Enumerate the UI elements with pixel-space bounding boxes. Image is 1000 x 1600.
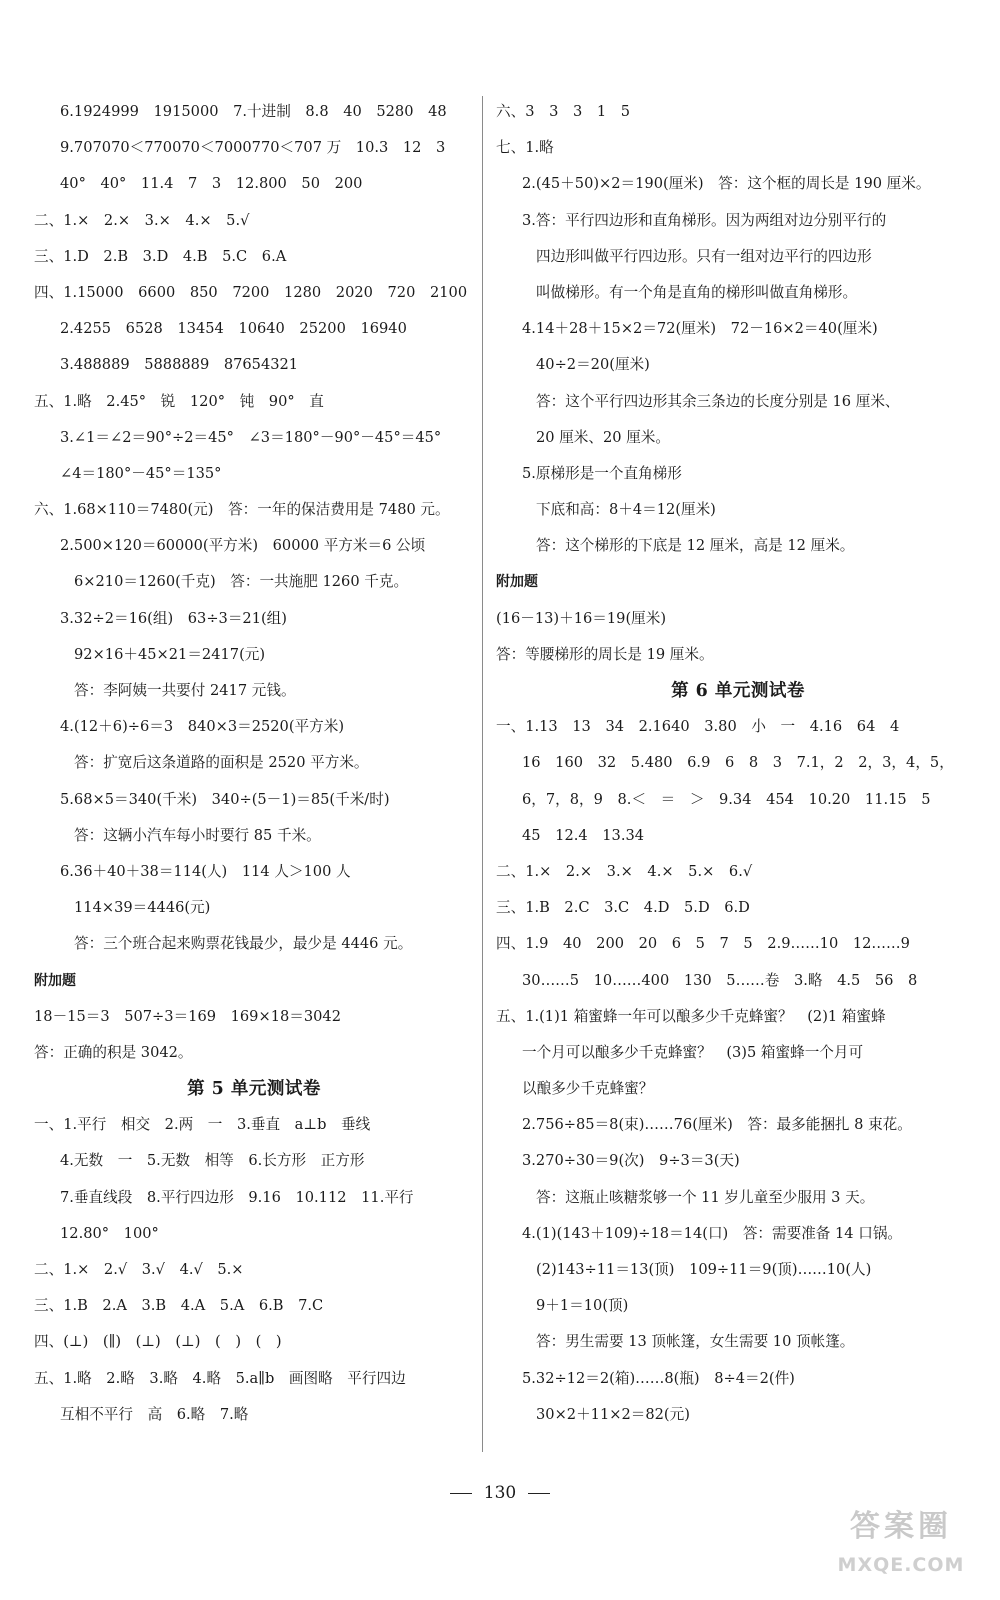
answer-line: 答：男生需要 13 顶帐篷，女生需要 10 顶帐篷。 xyxy=(536,1333,855,1351)
answer-line: 45 12.4 13.34 xyxy=(522,826,645,844)
answer-line: 12.80° 100° xyxy=(60,1224,159,1242)
section-heading: 附加题 xyxy=(34,972,76,989)
answer-line: 6×210＝1260(千克) 答：一共施肥 1260 千克。 xyxy=(74,573,409,591)
answer-line: 三、1.B 2.C 3.C 4.D 5.D 6.D xyxy=(496,899,750,917)
answer-line: 5.68×5＝340(千米) 340÷(5－1)＝85(千米/时) xyxy=(60,790,390,808)
footer-dash-left xyxy=(450,1493,472,1494)
answer-line: 七、1.略 xyxy=(496,139,554,157)
answer-line: 4.(12＋6)÷6＝3 840×3＝2520(平方米) xyxy=(60,718,345,736)
answer-line: 二、1.× 2.× 3.× 4.× 5.√ xyxy=(34,211,250,229)
section-title: 第 5 单元测试卷 xyxy=(187,1079,321,1100)
watermark-logo: 答案圈 xyxy=(850,1509,952,1544)
answer-line: 92×16＋45×21＝2417(元) xyxy=(74,645,266,663)
left-column xyxy=(34,94,474,1433)
answer-line: 3.488889 5888889 87654321 xyxy=(60,356,299,374)
answer-line: ∠4＝180°－45°＝135° xyxy=(60,464,222,482)
answer-line: 四、1.15000 6600 850 7200 1280 2020 720 2100 xyxy=(34,283,468,301)
answer-line: 答：这辆小汽车每小时要行 85 千米。 xyxy=(74,826,321,844)
answer-line: 六、1.68×110＝7480(元) 答：一年的保洁费用是 7480 元。 xyxy=(34,501,450,519)
answer-line: 40÷2＝20(厘米) xyxy=(536,356,650,374)
answer-line: 2.(45＋50)×2＝190(厘米) 答：这个框的周长是 190 厘米。 xyxy=(522,175,931,193)
answer-line: 四、1.9 40 200 20 6 5 7 5 2.9……10 12……9 xyxy=(496,935,910,953)
answer-line: 7.垂直线段 8.平行四边形 9.16 10.112 11.平行 xyxy=(60,1188,414,1206)
section-title: 第 6 单元测试卷 xyxy=(671,681,805,701)
answer-line: 9.707070＜770070＜7000770＜707 万 10.3 12 3 xyxy=(60,139,446,157)
right-column xyxy=(496,94,980,1433)
answer-line: 五、1.略 2.略 3.略 4.略 5.a∥b 画图略 平行四边 xyxy=(34,1369,406,1387)
column-divider xyxy=(482,96,483,1452)
answer-line: 3.32÷2＝16(组) 63÷3＝21(组) xyxy=(60,609,287,627)
answer-line: 5.原梯形是一个直角梯形 xyxy=(522,464,682,482)
answer-line: 2.500×120＝60000(平方米) 60000 平方米＝6 公顷 xyxy=(60,537,426,555)
answer-line: 2.4255 6528 13454 10640 25200 16940 xyxy=(60,320,407,338)
answer-line: 互相不平行 高 6.略 7.略 xyxy=(60,1405,249,1423)
answer-line: 114×39＝4446(元) xyxy=(74,899,211,917)
answer-line: 4.(1)(143＋109)÷18＝14(口) 答：需要准备 14 口锅。 xyxy=(522,1224,903,1242)
answer-line: 30×2＋11×2＝82(元) xyxy=(536,1405,690,1423)
answer-line: 9＋1＝10(顶) xyxy=(536,1297,629,1315)
answer-line: 16 160 32 5.480 6.9 6 8 3 7.1，2 2，3，4，5， xyxy=(522,754,954,772)
answer-line: (2)143÷11＝13(顶) 109÷11＝9(顶)……10(人) xyxy=(536,1261,872,1278)
answer-line: 答：正确的积是 3042。 xyxy=(34,1043,193,1061)
answer-line: 40° 40° 11.4 7 3 12.800 50 200 xyxy=(60,175,363,193)
answer-line: 6.36＋40＋38＝114(人) 114 人＞100 人 xyxy=(60,862,351,880)
answer-line: 以酿多少千克蜂蜜？ xyxy=(522,1080,654,1098)
answer-line: 下底和高：8＋4＝12(厘米) xyxy=(536,501,716,519)
answer-line: 答：三个班合起来购票花钱最少，最少是 4446 元。 xyxy=(74,935,413,953)
answer-line: 答：这瓶止咳糖浆够一个 11 岁儿童至少服用 3 天。 xyxy=(536,1188,875,1206)
answer-line: 三、1.B 2.A 3.B 4.A 5.A 6.B 7.C xyxy=(34,1297,324,1315)
footer-dash-right xyxy=(528,1493,550,1494)
answer-line: 一、1.平行 相交 2.两 一 3.垂直 a⊥b 垂线 xyxy=(34,1116,371,1134)
answer-line: 3.答：平行四边形和直角梯形。因为两组对边分别平行的 xyxy=(522,211,887,229)
answer-line: 3.270÷30＝9(次) 9÷3＝3(天) xyxy=(522,1152,740,1170)
answer-line: 答：李阿姨一共要付 2417 元钱。 xyxy=(74,682,296,699)
answer-line: 一、1.13 13 34 2.1640 3.80 小 一 4.16 64 4 xyxy=(496,718,900,736)
answer-line: 3.∠1＝∠2＝90°÷2＝45° ∠3＝180°－90°－45°＝45° xyxy=(60,428,442,446)
answer-line: 答：这个梯形的下底是 12 厘米，高是 12 厘米。 xyxy=(536,537,855,555)
answer-line: (16－13)＋16＝19(厘米) xyxy=(496,609,667,627)
answer-line: 18－15＝3 507÷3＝169 169×18＝3042 xyxy=(34,1007,342,1025)
answer-line: 六、3 3 3 1 5 xyxy=(496,103,630,120)
page-number: 130 xyxy=(483,1483,517,1503)
answer-line: 四边形叫做平行四边形。只有一组对边平行的四边形 xyxy=(536,247,872,265)
answer-line: 20 厘米、20 厘米。 xyxy=(536,428,670,446)
answer-line: 五、1.(1)1 箱蜜蜂一年可以酿多少千克蜂蜜？ (2)1 箱蜜蜂 xyxy=(496,1007,886,1025)
answer-line: 30……5 10……400 130 5……卷 3.略 4.5 56 8 xyxy=(522,971,918,989)
answer-line: 四、(⊥) (∥) (⊥) (⊥) ( ) ( ) xyxy=(34,1333,282,1351)
answer-line: 6，7，8，9 8.＜ ＝ ＞ 9.34 454 10.20 11.15 5 xyxy=(522,790,931,808)
answer-line: 一个月可以酿多少千克蜂蜜？ (3)5 箱蜜蜂一个月可 xyxy=(522,1043,864,1061)
section-heading: 附加题 xyxy=(496,574,538,591)
watermark-url: MXQE.COM xyxy=(837,1554,965,1576)
answer-line: 5.32÷12＝2(箱)……8(瓶) 8÷4＝2(件) xyxy=(522,1369,795,1387)
answer-line: 答：这个平行四边形其余三条边的长度分别是 16 厘米、 xyxy=(536,392,900,410)
answer-line: 三、1.D 2.B 3.D 4.B 5.C 6.A xyxy=(34,247,287,265)
answer-line: 二、1.× 2.× 3.× 4.× 5.× 6.√ xyxy=(496,862,753,880)
answer-line: 4.14＋28＋15×2＝72(厘米) 72－16×2＝40(厘米) xyxy=(522,320,878,338)
watermark xyxy=(816,1504,986,1592)
answer-line: 答：等腰梯形的周长是 19 厘米。 xyxy=(496,645,714,663)
answer-line: 叫做梯形。有一个角是直角的梯形叫做直角梯形。 xyxy=(536,283,858,301)
answer-line: 五、1.略 2.45° 锐 120° 钝 90° 直 xyxy=(34,392,324,410)
answer-line: 6.1924999 1915000 7.十进制 8.8 40 5280 48 xyxy=(60,103,447,120)
answer-line: 答：扩宽后这条道路的面积是 2520 平方米。 xyxy=(74,754,369,772)
answer-line: 2.756÷85＝8(束)……76(厘米) 答：最多能捆扎 8 束花。 xyxy=(522,1116,912,1134)
answer-line: 4.无数 一 5.无数 相等 6.长方形 正方形 xyxy=(60,1152,365,1170)
answer-line: 二、1.× 2.√ 3.√ 4.√ 5.× xyxy=(34,1261,244,1278)
